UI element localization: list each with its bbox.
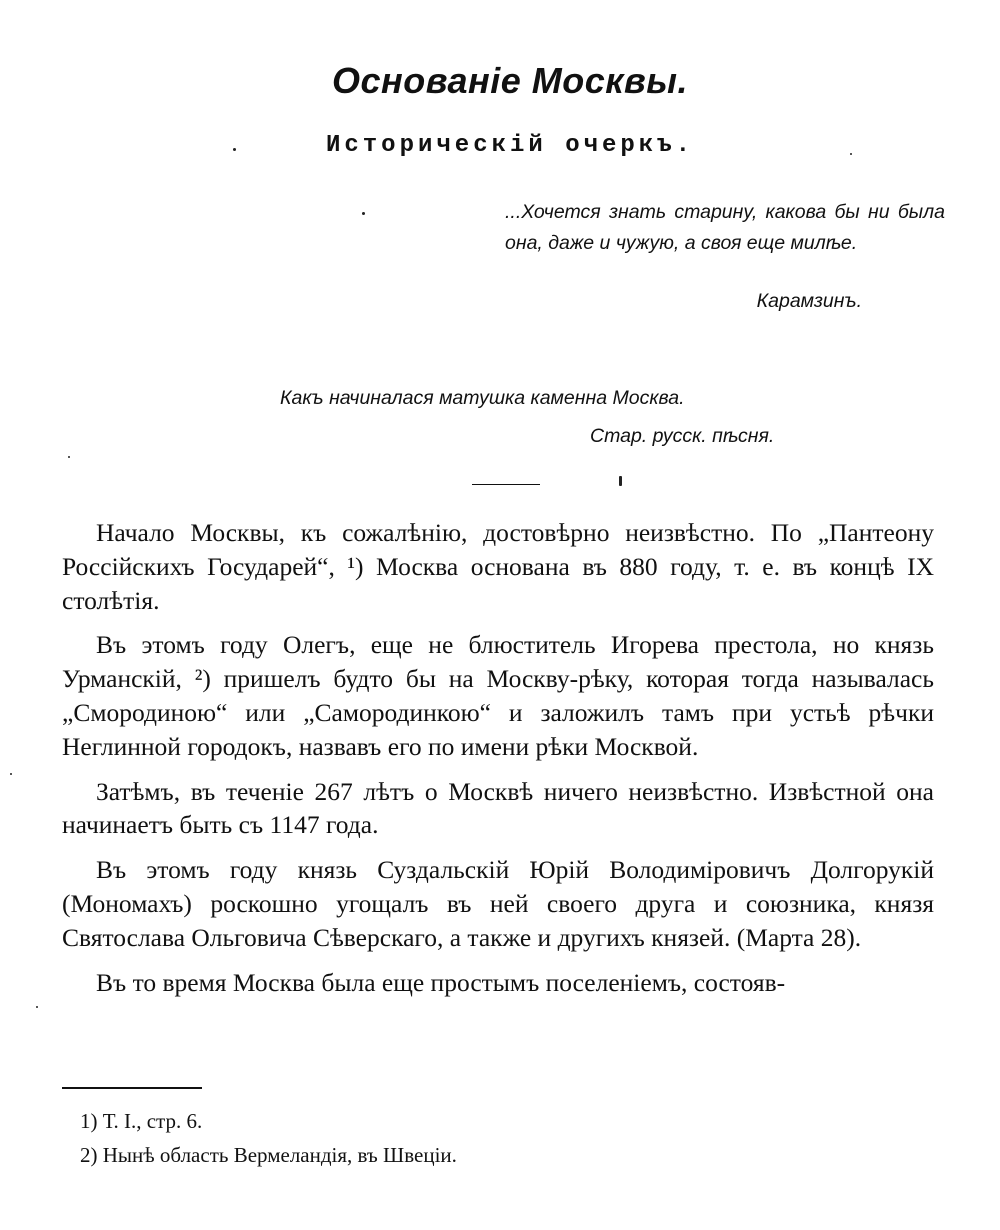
footnote: 1) Т. I., стр. 6.	[80, 1109, 203, 1133]
body-text	[62, 516, 934, 999]
paragraph: Начало Москвы, къ сожалѣнію, достовѣрно неизвѣстно. По „Пантеону Россійскихъ Государей“, ¹) Москва основана въ 880 году, т. е. въ концѣ IX столѣтія.	[62, 518, 934, 615]
paragraph: Въ этомъ году князь Суздальскій Юрій Володиміровичъ Долгорукій (Мономахъ) роскошно угощалъ въ ней своего друга и союзника, князя Святослава Ольговича Сѣверскаго, а также и другихъ князей. (Марта 28).	[62, 855, 934, 952]
song-epigraph: Какъ начиналася матушка каменна Москва.	[280, 387, 685, 409]
paragraph: Затѣмъ, въ теченіе 267 лѣтъ о Москвѣ ничего неизвѣстно. Извѣстной она начинаетъ быть съ 1147 года.	[62, 776, 934, 840]
footnote-divider	[62, 1087, 202, 1089]
scan-speck	[850, 153, 852, 155]
scan-speck	[619, 476, 622, 486]
song-source: Стар. русск. пѣсня.	[590, 425, 775, 447]
scan-speck	[233, 148, 236, 151]
footnotes	[80, 1104, 940, 1172]
epigraph-author: Карамзинъ.	[756, 290, 862, 312]
page-title: Основаніе Москвы.	[331, 60, 689, 101]
paragraph: Въ этомъ году Олегъ, еще не блюститель Игорева престола, но князь Урманскій, ²) пришелъ будто бы на Москву-рѣку, которая тогда называлась „Смородиною“ или „Самородинкою“ и заложилъ тамъ при устьѣ рѣчки Неглинной городокъ, назвавъ его по имени рѣки Москвой.	[62, 630, 934, 761]
scan-speck	[68, 456, 70, 458]
scan-speck	[362, 212, 365, 215]
scan-speck	[36, 1006, 38, 1008]
paragraph: Въ то время Москва была еще простымъ поселеніемъ, состояв-	[96, 967, 786, 997]
section-divider	[472, 484, 540, 485]
scan-speck	[10, 773, 12, 775]
page-subtitle: Историческій очеркъ.	[325, 132, 695, 159]
footnote: 2) Нынѣ область Вермеландія, въ Швеціи.	[80, 1143, 457, 1167]
epigraph-text: ...Хочется знать старину, какова бы ни была она, даже и чужую, а своя еще милѣе.	[505, 201, 945, 254]
